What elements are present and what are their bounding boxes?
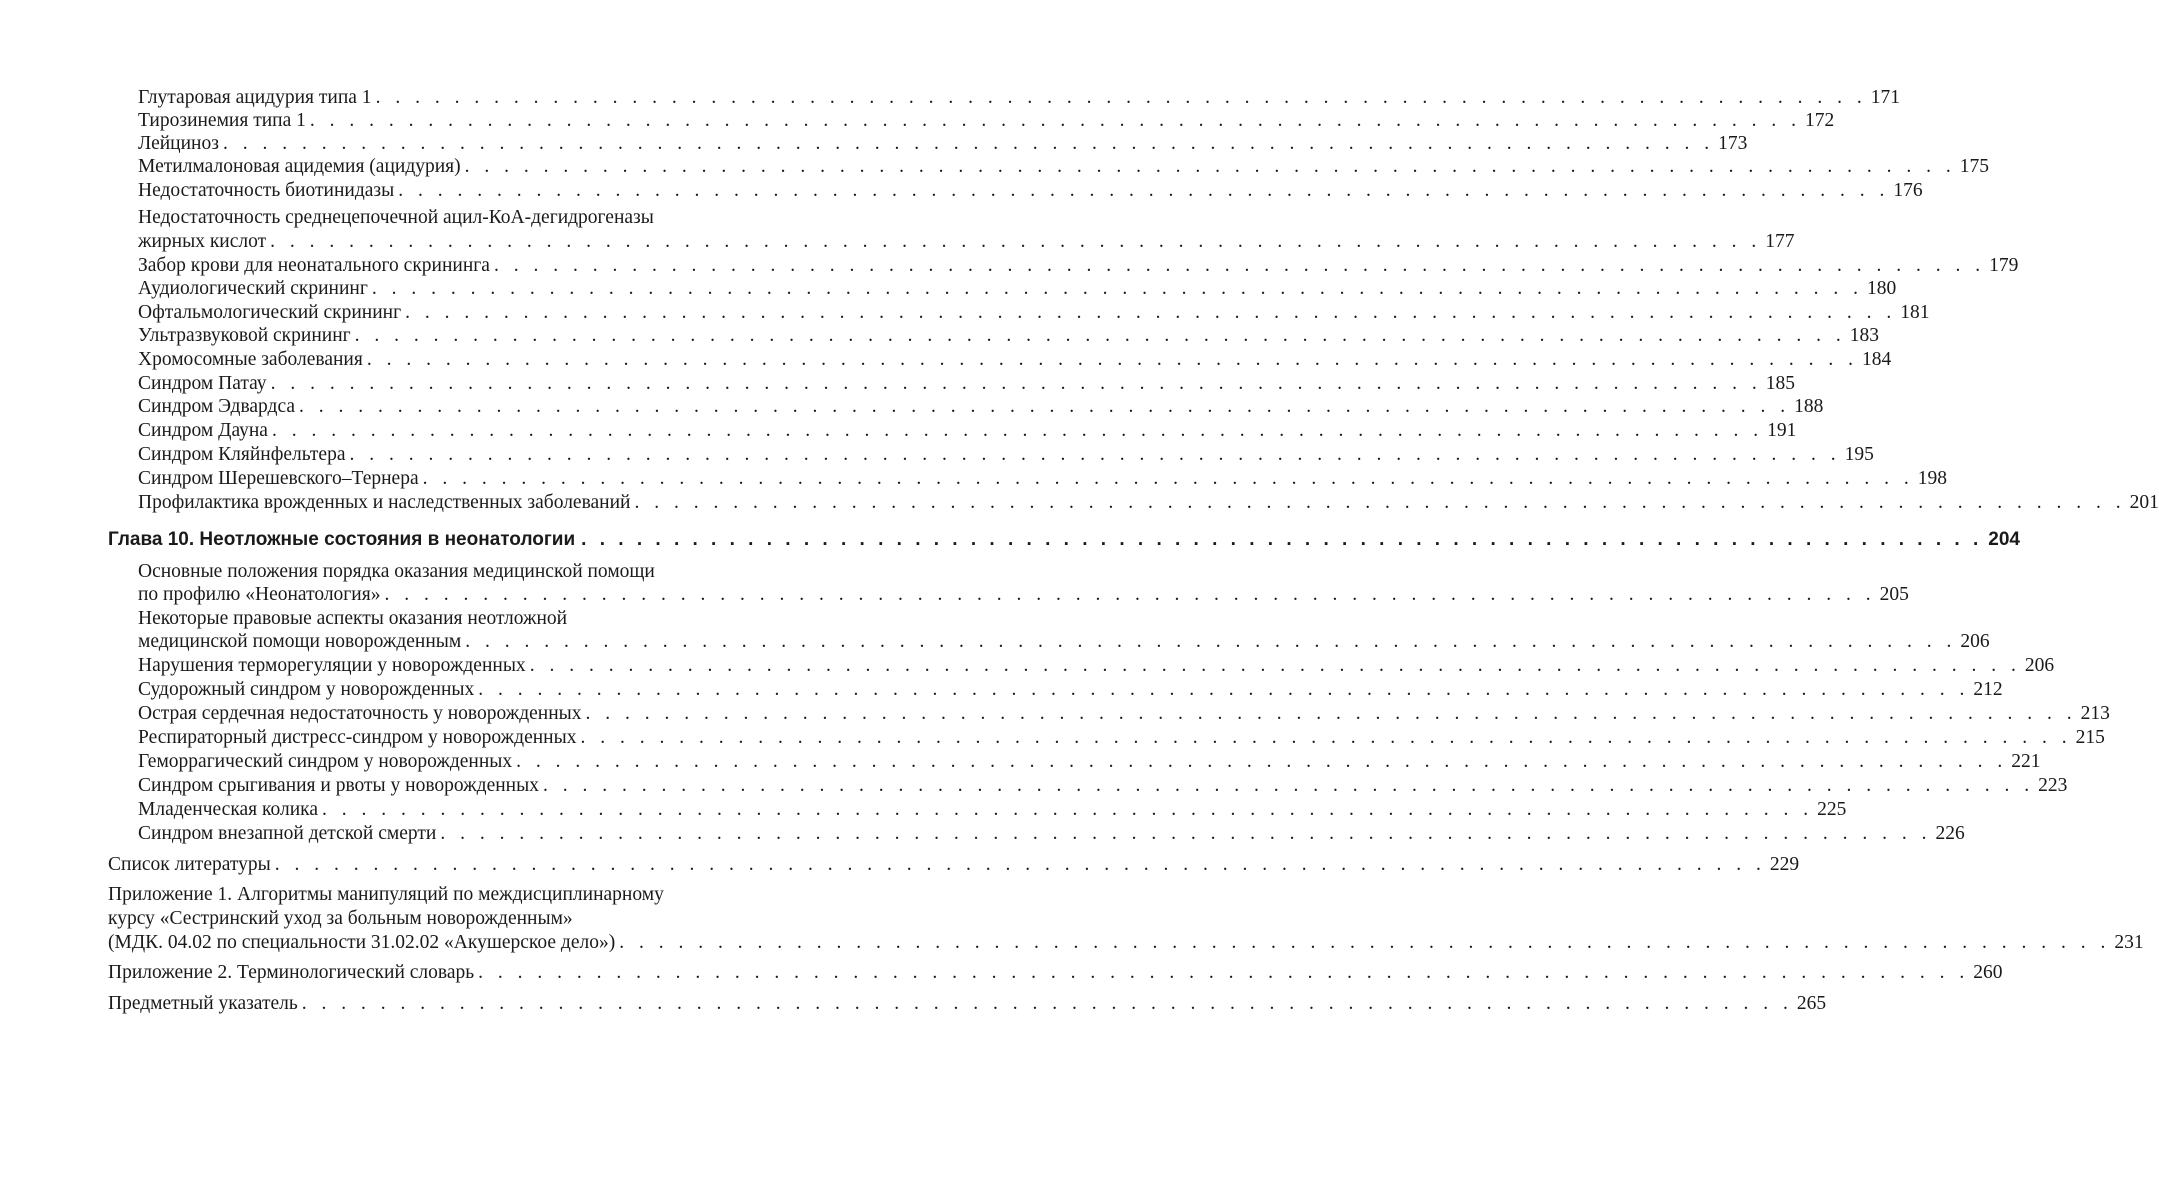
toc-entry	[138, 276, 1897, 302]
toc-entry	[138, 797, 1847, 823]
dot-leader: . . . . . . . . . . . . . . . . . . . . . . . . . . . . . . . . . . . . . . . . . . . . . . . . . . . . . . . . . . . . . . . . . . . . . . . . . . . .	[580, 727, 2072, 748]
toc-entry-title: Ультразвуковой скрининг	[138, 325, 351, 346]
toc-entry-title: Нарушения терморегуляции у новорожденных	[138, 655, 526, 676]
dot-leader: . . . . . . . . . . . . . . . . . . . . . . . . . . . . . . . . . . . . . . . . . . . . . . . . . . . . . . . . . . . . . . . . . . . . . . . . . . . .	[371, 278, 1863, 299]
toc-entry	[138, 394, 1824, 420]
toc-entry	[138, 154, 1990, 180]
toc-entry	[138, 347, 1892, 373]
toc-entry-title: Глутаровая ацидурия типа 1	[138, 87, 372, 108]
toc-entry-title: Лейциноз	[138, 133, 219, 154]
toc-entry-title: Список литературы	[108, 854, 271, 875]
toc-entry-page: 177	[1765, 231, 1795, 252]
toc-entry	[138, 229, 1795, 255]
toc-entry-page: 184	[1861, 349, 1892, 370]
toc-entry-title: медицинской помощи новорожденным	[138, 631, 462, 652]
toc-entry-title: Синдром Патау	[138, 373, 267, 394]
toc-entry-page: 173	[1718, 133, 1748, 154]
dot-leader: . . . . . . . . . . . . . . . . . . . . . . . . . . . . . . . . . . . . . . . . . . . . . . . . . . . . . . . . . . . . . . . . . . . . . . . . . . . .	[464, 156, 1956, 177]
toc-entry-title: Синдром Эдвардса	[138, 396, 296, 417]
toc-entry-title: Профилактика врожденных и наследственных заболеваний	[138, 492, 631, 513]
toc-entry	[108, 930, 2144, 956]
toc-entry-page: 260	[1973, 962, 2003, 983]
toc-entry	[138, 677, 2003, 703]
toc-entry-title: по профилю «Неонатология»	[138, 584, 381, 605]
chapter-heading	[108, 526, 2020, 554]
toc-entry-page: 183	[1849, 325, 1880, 346]
toc-entry-page: 185	[1765, 373, 1795, 394]
toc-entry-page: 265	[1796, 993, 1827, 1014]
dot-leader: . . . . . . . . . . . . . . . . . . . . . . . . . . . . . . . . . . . . . . . . . . . . . . . . . . . . . . . . . . . . . . . . . . . . . . . . . . . .	[619, 932, 2111, 953]
toc-entry	[138, 418, 1797, 444]
dot-leader: . . . . . . . . . . . . . . . . . . . . . . . . . . . . . . . . . . . . . . . . . . . . . . . . . . . . . . . . . . . . . . . . . . . . . . . . . . . .	[478, 679, 1970, 700]
toc-entry	[138, 821, 1965, 847]
toc-entry-line: Некоторые правовые аспекты оказания неотложной	[138, 608, 568, 629]
toc-entry	[138, 725, 2105, 751]
toc-entry-page: 179	[1989, 255, 2019, 276]
toc-entry-page: 205	[1879, 584, 1909, 605]
dot-leader: . . . . . . . . . . . . . . . . . . . . . . . . . . . . . . . . . . . . . . . . . . . . . . . . . . . . . . . . . . . . . . . . . . . . . . . . . . . .	[405, 302, 1897, 323]
toc-entry-page: 229	[1769, 854, 1800, 875]
toc-entry	[138, 629, 1990, 655]
toc-entry-title: Младенческая колика	[138, 799, 318, 820]
toc-entry-title: Синдром Дауна	[138, 420, 268, 441]
toc-entry-title: Синдром Шерешевского–Тернера	[138, 468, 419, 489]
toc-entry	[138, 178, 1923, 204]
toc-entry-title: жирных кислот	[138, 231, 267, 252]
toc-entry	[138, 442, 1874, 468]
toc-entry-page: 180	[1866, 278, 1897, 299]
toc-entry	[138, 653, 2055, 679]
dot-leader: . . . . . . . . . . . . . . . . . . . . . . . . . . . . . . . . . . . . . . . . . . . . . . . . . . . . . . . . . . . . . . . . . . . . . . . . . . . .	[354, 325, 1846, 346]
toc-entry-page: 175	[1959, 156, 1990, 177]
dot-leader: . . . . . . . . . . . . . . . . . . . . . . . . . . . . . . . . . . . . . . . . . . . . . . . . . . . . . . . . . . . . . . . . . . . . . . . . . . . .	[270, 373, 1762, 394]
toc-entry-title: Предметный указатель	[108, 993, 298, 1014]
toc-entry-page: 201	[2129, 492, 2159, 513]
toc-entry-page: 188	[1794, 396, 1824, 417]
toc-entry	[138, 773, 2068, 799]
dot-leader: . . . . . . . . . . . . . . . . . . . . . . . . . . . . . . . . . . . . . . . . . . . . . . . . . . . . . . . . . . . . . . . . . . . . . . . . . . . .	[585, 703, 2077, 724]
toc-entry	[108, 852, 1800, 878]
toc-entry-page: 172	[1805, 110, 1835, 131]
dot-leader: . . . . . . . . . . . . . . . . . . . . . . . . . . . . . . . . . . . . . . . . . . . . . . . . . . . . . . . . . . . . . . . . . . . . . . . . . . . .	[375, 87, 1867, 108]
toc-entry	[138, 749, 2041, 775]
dot-leader: . . . . . . . . . . . . . . . . . . . . . . . . . . . . . . . . . . . . . . . . . . . . . . . . . . . . . . . . . . . . . . . . . . . . . . . . . . . .	[384, 584, 1876, 605]
toc-entry-title: Приложение 2. Терминологический словарь	[108, 962, 475, 983]
dot-leader: . . . . . . . . . . . . . . . . . . . . . . . . . . . . . . . . . . . . . . . . . . . . . . . . . . . . . . . . . . . . . . . . . . . . . . . . . . . .	[222, 133, 1715, 154]
dot-leader: . . . . . . . . . . . . . . . . . . . . . . . . . . . . . . . . . . . . . . . . . . . . . . . . . . . . . . . . . . . . . . . . . . . . . . . . . . . .	[478, 962, 1970, 983]
dot-leader: . . . . . . . . . . . . . . . . . . . . . . . . . . . . . . . . . . . . . . . . . . . . . . . . . . . . . . . . . . . . . . . . . . . . . . . . . . . .	[634, 492, 2126, 513]
toc-entry-title: Респираторный дистресс-синдром у новорожденных	[138, 727, 577, 748]
dot-leader: . . . . . . . . . . . . . . . . . . . . . . . . . . . . . . . . . . . . . . . . . . . . . . . . . . . . . . . . . . . . . . . . . . . . . . . . . . . .	[440, 823, 1932, 844]
toc-entry-title: Синдром внезапной детской смерти	[138, 823, 437, 844]
toc-entry-title: Аудиологический скрининг	[138, 278, 368, 299]
dot-leader: . . . . . . . . . . . . . . . . . . . . . . . . . . . . . . . . . . . . . . . . . . . . . . . . . . . . . . . . . . . . . . . . . . . . . . . . . . . .	[301, 993, 1793, 1014]
dot-leader: . . . . . . . . . . . . . . . . . . . . . . . . . . . . . . . . . . . . . . . . . . . . . . . . . . . . . . . . . . . . . . . . . . . . . . . . . . . .	[270, 231, 1762, 252]
toc-entry-title: Синдром срыгивания и рвоты у новорожденных	[138, 775, 539, 796]
toc-entry	[138, 582, 1909, 608]
dot-leader: . . . . . . . . . . . . . . . . . . . . . . . . . . . . . . . . . . . . . . . . . . . . . . . . . . . . . . . . . . . . . . . . . . . . . . . . . . . .	[581, 529, 1983, 550]
toc-entry-page: 223	[2038, 775, 2068, 796]
toc-entry-title: Синдром Кляйнфельтера	[138, 444, 346, 465]
dot-leader: . . . . . . . . . . . . . . . . . . . . . . . . . . . . . . . . . . . . . . . . . . . . . . . . . . . . . . . . . . . . . . . . . . . . . . . . . . . .	[349, 444, 1841, 465]
toc-entry	[108, 960, 2003, 986]
toc-entry-page: 226	[1935, 823, 1965, 844]
toc-entry	[108, 991, 1827, 1017]
toc-entry-page: 231	[2114, 932, 2144, 953]
toc-entry-page: 176	[1893, 180, 1923, 201]
dot-leader: . . . . . . . . . . . . . . . . . . . . . . . . . . . . . . . . . . . . . . . . . . . . . . . . . . . . . . . . . . . . . . . . . . . . . . . . . . . .	[322, 799, 1814, 820]
toc-entry-page: 212	[1973, 679, 2003, 700]
toc-entry-page: 225	[1817, 799, 1847, 820]
toc-entry-page: 213	[2080, 703, 2110, 724]
toc-entry-line: Основные положения порядка оказания медицинской помощи	[138, 561, 655, 582]
dot-leader: . . . . . . . . . . . . . . . . . . . . . . . . . . . . . . . . . . . . . . . . . . . . . . . . . . . . . . . . . . . . . . . . . . . . . . . . . . . .	[465, 631, 1957, 652]
dot-leader: . . . . . . . . . . . . . . . . . . . . . . . . . . . . . . . . . . . . . . . . . . . . . . . . . . . . . . . . . . . . . . . . . . . . . . . . . . . .	[309, 110, 1802, 131]
toc-entry-title: (МДК. 04.02 по специальности 31.02.02 «Акушерское дело»)	[108, 932, 616, 953]
toc-entry-line: Приложение 1. Алгоритмы манипуляций по междисциплинарному	[108, 884, 664, 905]
toc-entry-title: Геморрагический синдром у новорожденных	[138, 751, 513, 772]
toc-entry-page: 221	[2011, 751, 2041, 772]
toc-entry-title: Хромосомные заболевания	[138, 349, 363, 370]
toc-entry-title: Забор крови для неонатального скрининга	[138, 255, 490, 276]
toc-entry-page: 191	[1767, 420, 1797, 441]
dot-leader: . . . . . . . . . . . . . . . . . . . . . . . . . . . . . . . . . . . . . . . . . . . . . . . . . . . . . . . . . . . . . . . . . . . . . . . . . . . .	[542, 775, 2035, 796]
toc-entry-page: 206	[1960, 631, 1990, 652]
dot-leader: . . . . . . . . . . . . . . . . . . . . . . . . . . . . . . . . . . . . . . . . . . . . . . . . . . . . . . . . . . . . . . . . . . . . . . . . . . . .	[422, 468, 1914, 489]
dot-leader: . . . . . . . . . . . . . . . . . . . . . . . . . . . . . . . . . . . . . . . . . . . . . . . . . . . . . . . . . . . . . . . . . . . . . . . . . . . .	[366, 349, 1858, 370]
toc-entry-page: 171	[1870, 87, 1900, 108]
chapter-title: Глава 10. Неотложные состояния в неонатологии	[108, 529, 576, 550]
dot-leader: . . . . . . . . . . . . . . . . . . . . . . . . . . . . . . . . . . . . . . . . . . . . . . . . . . . . . . . . . . . . . . . . . . . . . . . . . . . .	[516, 751, 2008, 772]
toc-entry-page: 195	[1844, 444, 1874, 465]
toc-entry-page: 198	[1917, 468, 1947, 489]
toc-entry-line: курсу «Сестринский уход за больным новорожденным»	[108, 908, 573, 929]
chapter-page: 204	[1988, 529, 2020, 550]
dot-leader: . . . . . . . . . . . . . . . . . . . . . . . . . . . . . . . . . . . . . . . . . . . . . . . . . . . . . . . . . . . . . . . . . . . . . . . . . . . .	[299, 396, 1791, 417]
toc-entry-title: Острая сердечная недостаточность у новорожденных	[138, 703, 582, 724]
toc-entry-page: 181	[1900, 302, 1930, 323]
toc-entry-title: Метилмалоновая ацидемия (ацидурия)	[138, 156, 461, 177]
toc-entry-page: 206	[2024, 655, 2055, 676]
toc-entry-page: 215	[2075, 727, 2105, 748]
dot-leader: . . . . . . . . . . . . . . . . . . . . . . . . . . . . . . . . . . . . . . . . . . . . . . . . . . . . . . . . . . . . . . . . . . . . . . . . . . . .	[529, 655, 2021, 676]
toc-entry	[138, 701, 2110, 727]
toc-entry-title: Тирозинемия типа 1	[138, 110, 306, 131]
dot-leader: . . . . . . . . . . . . . . . . . . . . . . . . . . . . . . . . . . . . . . . . . . . . . . . . . . . . . . . . . . . . . . . . . . . . . . . . . . . .	[271, 420, 1764, 441]
dot-leader: . . . . . . . . . . . . . . . . . . . . . . . . . . . . . . . . . . . . . . . . . . . . . . . . . . . . . . . . . . . . . . . . . . . . . . . . . . . .	[274, 854, 1766, 875]
dot-leader: . . . . . . . . . . . . . . . . . . . . . . . . . . . . . . . . . . . . . . . . . . . . . . . . . . . . . . . . . . . . . . . . . . . . . . . . . . . .	[398, 180, 1890, 201]
toc-entry	[138, 466, 1947, 492]
toc-entry-title: Недостаточность биотинидазы	[138, 180, 395, 201]
toc-entry-line: Недостаточность среднецепочечной ацил-КоА-дегидрогеназы	[138, 207, 654, 228]
toc-entry-title: Офтальмологический скрининг	[138, 302, 402, 323]
dot-leader: . . . . . . . . . . . . . . . . . . . . . . . . . . . . . . . . . . . . . . . . . . . . . . . . . . . . . . . . . . . . . . . . . . . . . . . . . . . .	[493, 255, 1986, 276]
toc-entry	[138, 490, 2159, 516]
toc-entry	[138, 323, 1880, 349]
toc-entry-title: Судорожный синдром у новорожденных	[138, 679, 475, 700]
